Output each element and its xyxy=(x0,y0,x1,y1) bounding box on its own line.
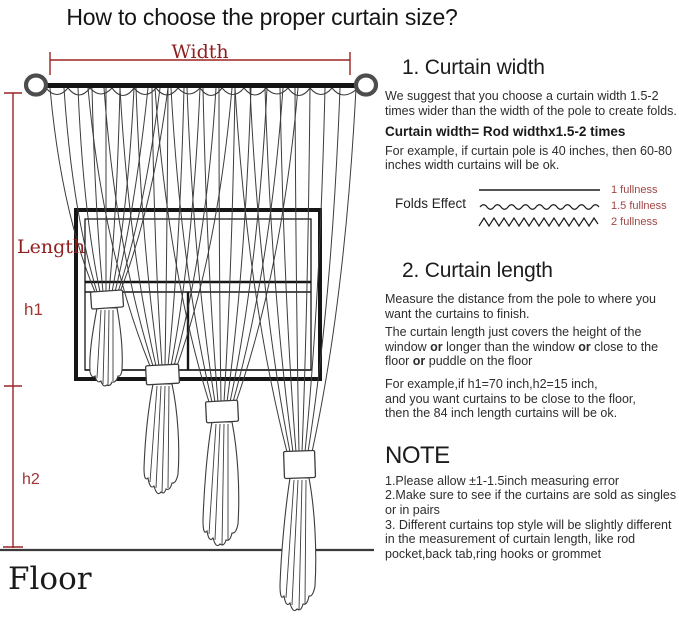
rod-ring-left xyxy=(26,76,46,95)
curtain-ties xyxy=(90,290,315,479)
curtain-bundle-3 xyxy=(203,422,239,546)
fold-row-3 xyxy=(477,214,679,230)
zigzag-line-icon xyxy=(477,215,603,229)
wavy-line-icon xyxy=(477,200,603,212)
folds-effect xyxy=(385,182,679,232)
length-para-3 xyxy=(385,377,679,421)
rod-ring-right xyxy=(356,76,376,95)
section-width-heading: 1. Curtain width xyxy=(402,56,545,79)
fullness-label-3: 2 fullness xyxy=(611,215,658,228)
fold-row-1 xyxy=(477,182,679,198)
curtain-panel-1 xyxy=(50,88,168,292)
pleat-header xyxy=(46,88,358,96)
length-para-3-line-3: then the 84 inch length curtains will be ok. xyxy=(385,406,618,421)
page-title: How to choose the proper curtain size? xyxy=(66,4,458,30)
folds-effect-label: Folds Effect xyxy=(395,195,467,211)
length-label: Length xyxy=(17,236,86,258)
note-item-3: 3. Different curtains top style will be slightly different in the measurement of curtain length, like rod pocket,back tab,ring hooks or grommet xyxy=(385,517,672,561)
curtain-panel-3 xyxy=(155,88,298,402)
floor-label: Floor xyxy=(8,561,92,597)
h2-label: h2 xyxy=(22,471,40,488)
width-formula: Curtain width= Rod widthx1.5-2 times xyxy=(385,124,626,140)
length-para-3-line-1: For example,if h1=70 inch,h2=15 inch, xyxy=(385,376,598,391)
h1-label: h1 xyxy=(24,300,43,319)
info-column xyxy=(385,50,679,561)
note-item-2: 2.Make sure to see if the curtains are sold as singles or in pairs xyxy=(385,488,677,517)
curtain-bundle-1 xyxy=(90,308,122,386)
straight-line-icon xyxy=(477,184,603,196)
fullness-label-2: 1.5 fullness xyxy=(611,199,667,212)
note-item-1: 1.Please allow ±1-1.5inch measuring error xyxy=(385,473,620,488)
note-heading: NOTE xyxy=(385,441,450,469)
length-para-3-line-2: and you want curtains to be close to the floor, xyxy=(385,391,636,406)
note-list xyxy=(385,474,679,562)
curtain-bundle-2 xyxy=(144,384,179,494)
fold-row-2 xyxy=(477,198,679,214)
width-label: Width xyxy=(171,41,229,63)
curtain-bundle-4 xyxy=(280,478,316,611)
section-length-heading: 2. Curtain length xyxy=(402,258,553,282)
width-para-2: For example, if curtain pole is 40 inches, then 60-80 inches width curtains will be ok. xyxy=(385,143,672,173)
length-para-2: The curtain length just covers the height of the window or longer than the window or close to the floor or puddle on the floor xyxy=(385,325,659,369)
length-para-1: Measure the distance from the pole to where you want the curtains to finish. xyxy=(385,291,656,321)
width-para-1: We suggest that you choose a curtain width 1.5-2 times wider than the width of the pole to create folds. xyxy=(385,89,677,118)
length-dimension-line xyxy=(3,93,23,548)
curtain-panel-4 xyxy=(235,88,356,452)
fullness-label-1: 1 fullness xyxy=(611,183,658,196)
